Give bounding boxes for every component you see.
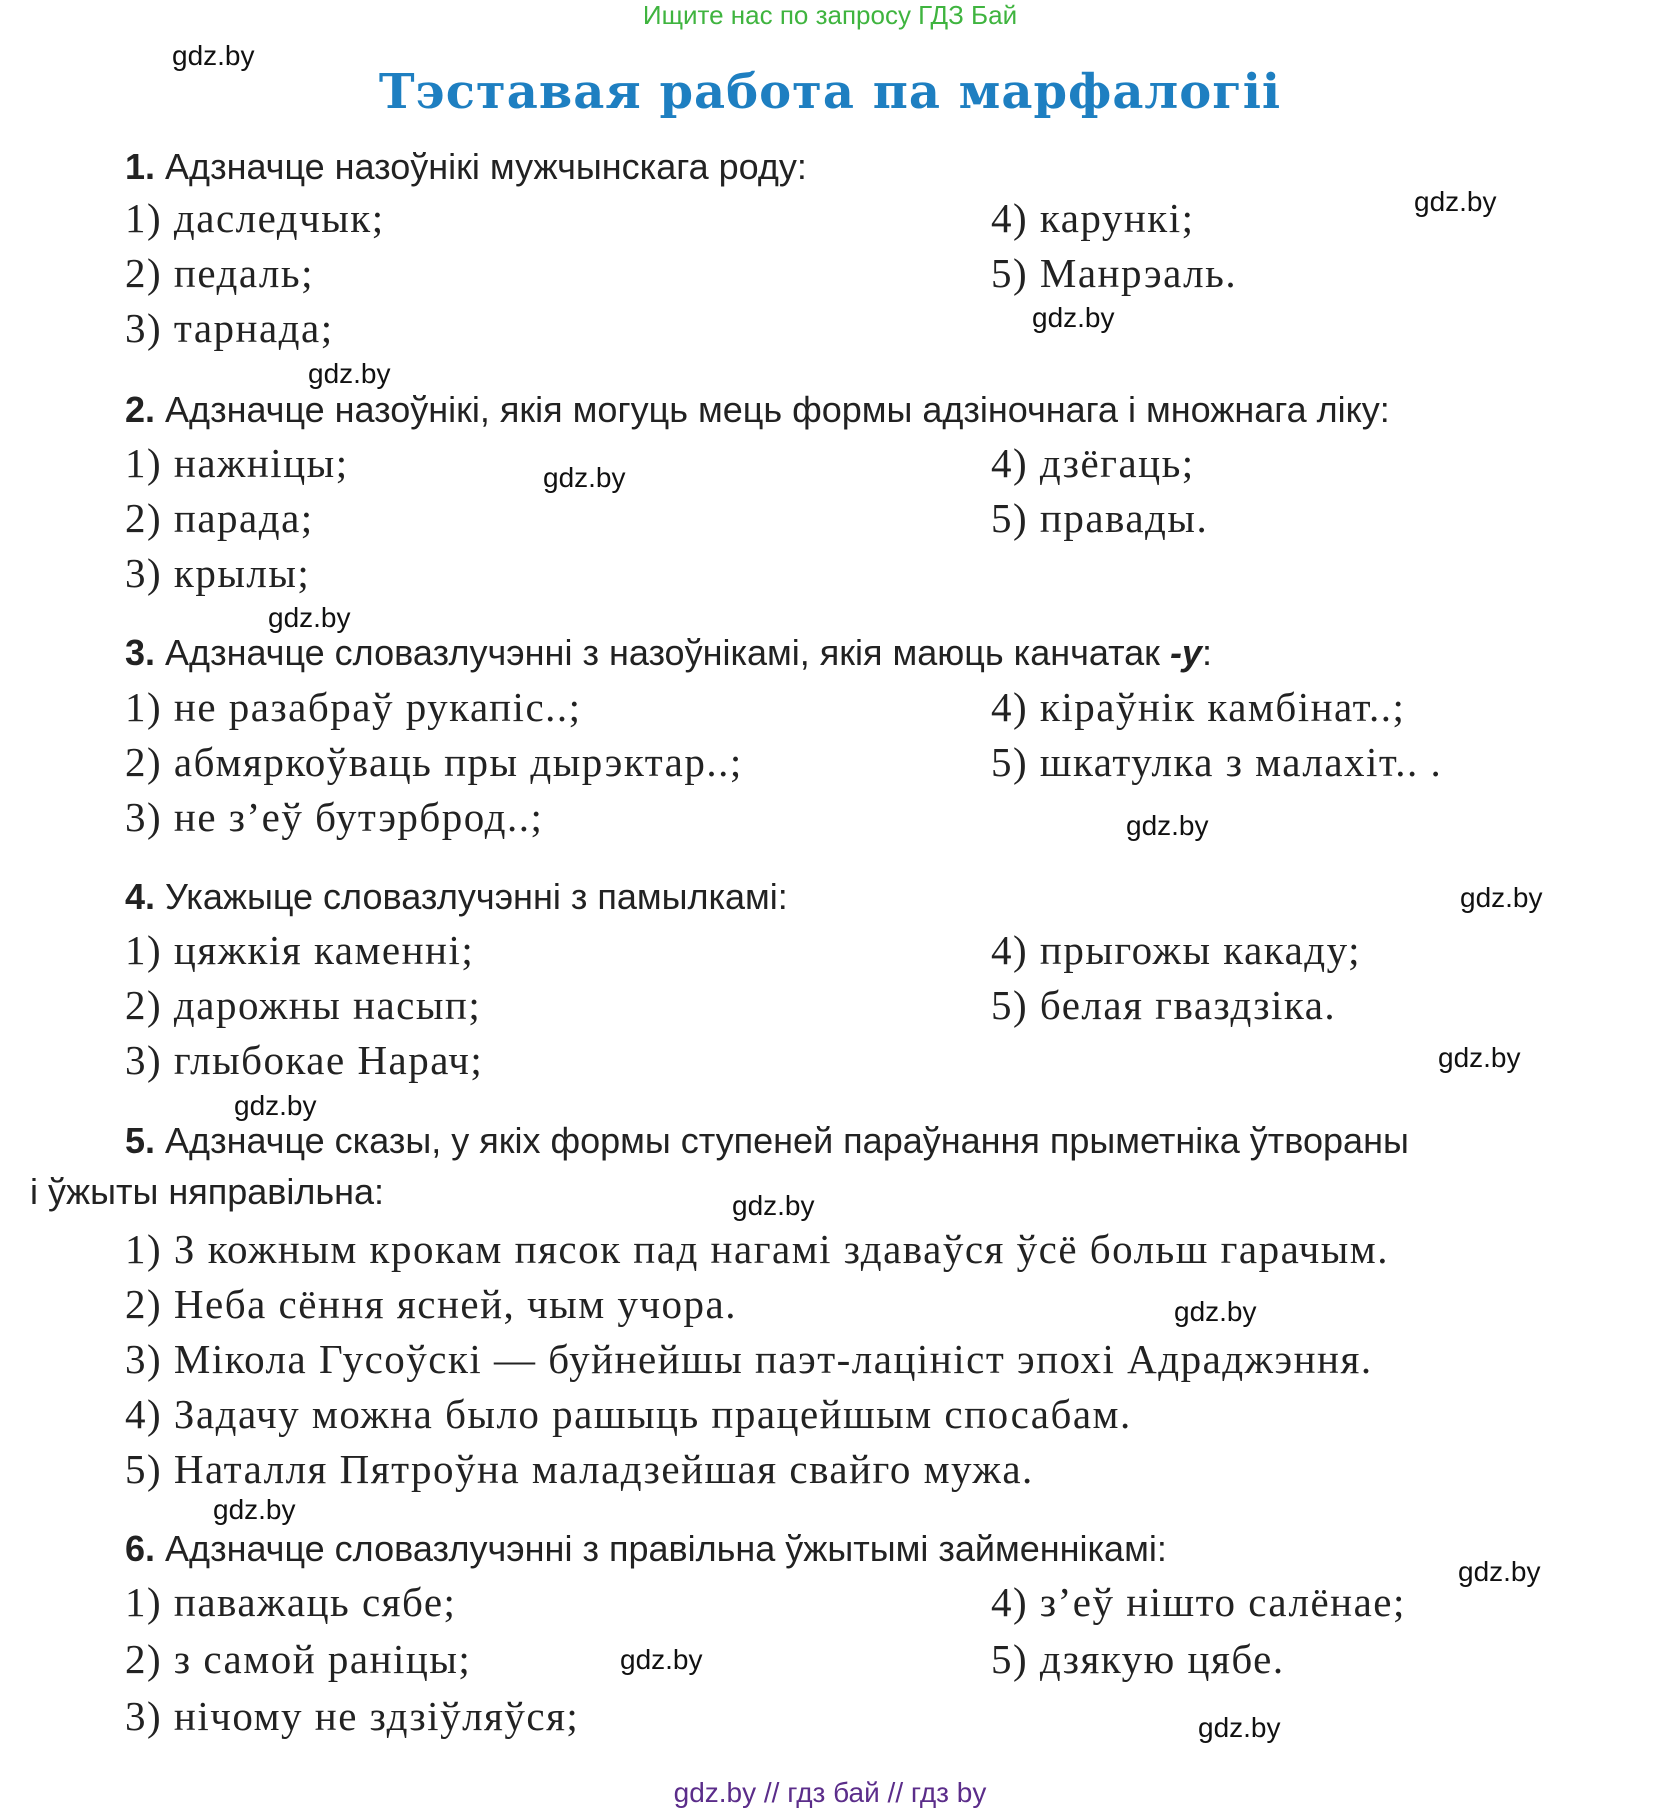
watermark: gdz.by (1198, 1712, 1281, 1743)
case-ending: -у (1169, 632, 1202, 673)
option-4-5: 5) белая гваздзіка. (991, 982, 1337, 1028)
question-number: 5. (125, 1120, 156, 1161)
question-number: 4. (125, 876, 156, 917)
option-6-1: 1) паважаць сябе; (125, 1579, 457, 1625)
option-1-1: 1) даследчык; (125, 195, 385, 241)
question-text-end: : (1201, 632, 1212, 673)
question-number: 2. (125, 389, 156, 430)
watermark: gdz.by (1460, 882, 1543, 913)
option-5-1: 1) З кожным крокам пясок пад нагамі здаваўся ўсё больш гарачым. (125, 1226, 1390, 1272)
option-5-3: 3) Мікола Гусоўскі — буйнейшы паэт-лацініст эпохі Адраджэння. (125, 1336, 1373, 1382)
option-6-4: 4) з’еў нішто салёнае; (991, 1579, 1406, 1625)
watermark: gdz.by (1032, 302, 1115, 333)
watermark: gdz.by (620, 1644, 703, 1675)
question-3 (125, 632, 1212, 674)
option-1-2: 2) педаль; (125, 250, 314, 296)
option-2-3: 3) крылы; (125, 550, 311, 596)
watermark: gdz.by (213, 1494, 296, 1525)
question-5-line-2: і ўжыты няправільна: (30, 1171, 385, 1212)
question-number: 3. (125, 632, 156, 673)
question-number: 6. (125, 1528, 156, 1569)
option-3-3: 3) не з’еў бутэрброд..; (125, 794, 544, 840)
option-2-5: 5) правады. (991, 495, 1209, 541)
option-1-4: 4) карункі; (991, 195, 1195, 241)
option-1-3: 3) тарнада; (125, 305, 334, 351)
option-6-5: 5) дзякую цябе. (991, 1636, 1285, 1682)
watermark: gdz.by (1458, 1556, 1541, 1587)
option-2-4: 4) дзёгаць; (991, 440, 1195, 486)
question-6 (125, 1528, 1167, 1570)
footer-links: gdz.by // гдз бай // гдз by (673, 1777, 987, 1808)
option-2-2: 2) парада; (125, 495, 314, 541)
page-title: Тэставая работа па марфалогіі (378, 64, 1282, 120)
top-banner: Ищите нас по запросу ГДЗ Бай (642, 0, 1018, 30)
watermark: gdz.by (172, 40, 255, 71)
question-text: Адзначце сказы, у якіх формы ступеней параўнання прыметніка ўтвораны (165, 1120, 1409, 1161)
question-text: Адзначце назоўнікі, якія могуць мець формы адзіночнага і множнага ліку: (165, 389, 1390, 430)
watermark: gdz.by (1174, 1296, 1257, 1327)
question-4 (125, 876, 788, 918)
option-4-2: 2) дарожны насып; (125, 982, 482, 1028)
question-number: 1. (125, 146, 156, 187)
question-2 (125, 389, 1390, 431)
option-5-4: 4) Задачу можна было рашыць працейшым спосабам. (125, 1391, 1132, 1437)
question-text: Адзначце словазлучэнні з назоўнікамі, якія маюць канчатак (165, 632, 1170, 673)
watermark: gdz.by (732, 1190, 815, 1221)
option-5-5: 5) Наталля Пятроўна маладзейшая свайго мужа. (125, 1446, 1034, 1492)
question-text: Адзначце назоўнікі мужчынскага роду: (165, 146, 807, 187)
option-6-2: 2) з самой раніцы; (125, 1636, 472, 1682)
watermark: gdz.by (543, 462, 626, 493)
watermark: gdz.by (1438, 1042, 1521, 1073)
question-text: Укажыце словазлучэнні з памылкамі: (165, 876, 788, 917)
option-3-2: 2) абмяркоўваць пры дырэктар..; (125, 739, 743, 785)
watermark: gdz.by (1414, 186, 1497, 217)
option-1-5: 5) Манрэаль. (991, 250, 1238, 296)
question-text: Адзначце словазлучэнні з правільна ўжытымі займеннікамі: (165, 1528, 1167, 1569)
option-4-4: 4) прыгожы какаду; (991, 927, 1361, 973)
watermark: gdz.by (308, 358, 391, 389)
option-5-2: 2) Неба сёння ясней, чым учора. (125, 1281, 737, 1327)
question-5 (125, 1120, 1409, 1162)
watermark: gdz.by (234, 1090, 317, 1121)
option-2-1: 1) нажніцы; (125, 440, 349, 486)
option-6-3: 3) нічому не здзіўляўся; (125, 1693, 580, 1739)
watermark: gdz.by (1126, 810, 1209, 841)
option-3-1: 1) не разабраў рукапіс..; (125, 684, 582, 730)
option-3-4: 4) кіраўнік камбінат..; (991, 684, 1406, 730)
option-4-3: 3) глыбокае Нарач; (125, 1037, 484, 1083)
question-1 (125, 146, 807, 188)
watermark: gdz.by (268, 602, 351, 633)
option-4-1: 1) цяжкія каменні; (125, 927, 475, 973)
option-3-5: 5) шкатулка з малахіт.. . (991, 739, 1443, 785)
